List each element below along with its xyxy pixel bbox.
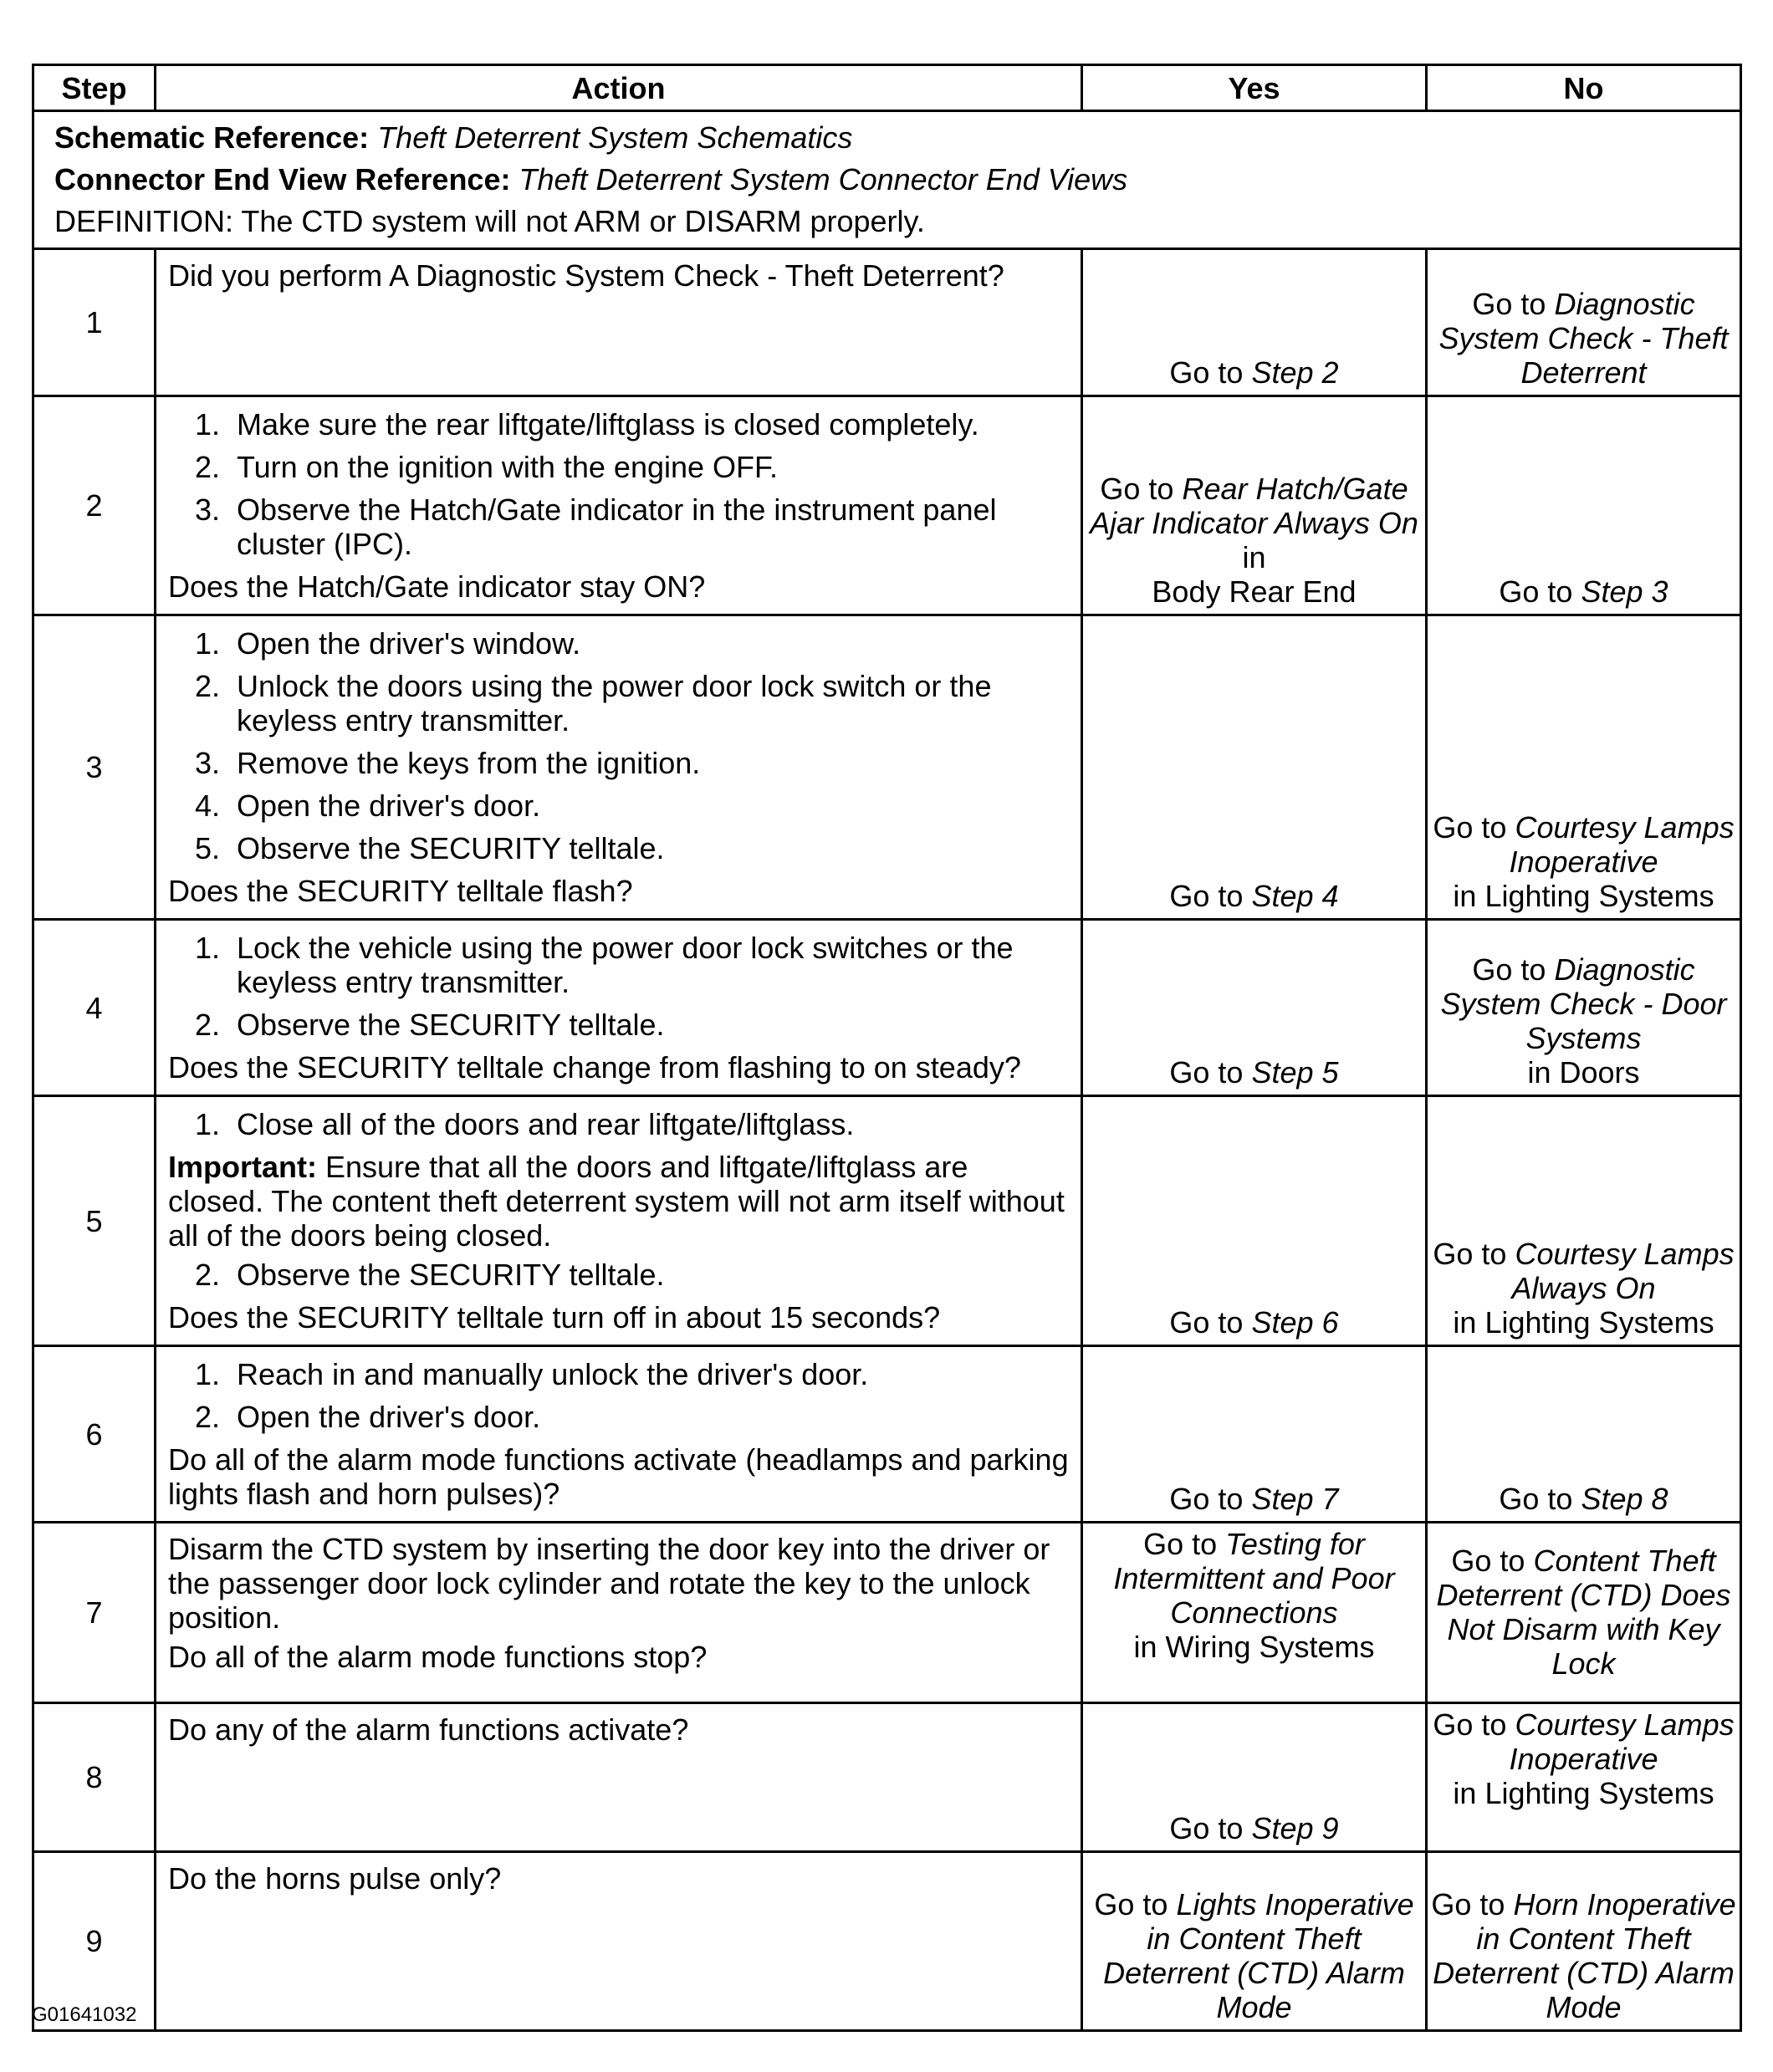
yes-section: Wiring Systems [1165,1630,1375,1664]
list-item: 4. Open the driver's door. [195,788,541,823]
action-question: Does the SECURITY telltale flash? [168,874,633,908]
no-cell: Go to Horn Inoperative in Content Theft Deterrent (CTD) Alarm Mode [1427,1852,1741,2031]
yes-cell: Go to Step 7 [1082,1346,1427,1523]
action-cell [156,615,1082,920]
step-number: 5 [33,1096,156,1346]
schematic-reference-link[interactable]: Theft Deterrent System Schematics [377,120,853,155]
action-cell [156,396,1082,615]
col-yes-header: Yes [1082,65,1427,111]
no-link[interactable]: Courtesy Lamps Inoperative [1509,1707,1735,1776]
no-section: Lighting Systems [1484,1305,1714,1340]
action-question: Does the SECURITY telltale turn off in about 15 seconds? [168,1300,941,1335]
table-row [33,1523,1741,1703]
action-cell [156,1523,1082,1703]
table-row [33,1852,1741,2031]
yes-cell: Go to Step 9 [1082,1703,1427,1852]
action-cell [156,1852,1082,2031]
no-link[interactable]: Courtesy Lamps Inoperative [1509,810,1735,879]
list-item: 2. Observe the SECURITY telltale. [195,1258,665,1292]
action-question: Do all of the alarm mode functions activate (headlamps and parking lights flash and horn pulses)? [168,1442,1069,1511]
action-cell [156,1703,1082,1852]
list-item: 1. Close all of the doors and rear liftgate/liftglass. [195,1107,855,1141]
list-item: 2. Unlock the doors using the power door lock switch or the keyless entry transmitter. [195,669,992,737]
yes-cell: Go to Step 5 [1082,920,1427,1096]
yes-link[interactable]: Step 5 [1251,1055,1339,1090]
action-cell [156,1096,1082,1346]
yes-link[interactable]: Step 9 [1251,1811,1339,1845]
no-section: Doors [1559,1055,1640,1090]
yes-cell: Go to Step 4 [1082,615,1427,920]
no-link[interactable]: Diagnostic System Check - Theft Deterrent [1438,287,1729,390]
action-list [168,407,1069,561]
no-link[interactable]: Step 3 [1581,574,1668,609]
list-item: 2. Observe the SECURITY telltale. [195,1008,665,1042]
step-number: 2 [33,396,156,615]
action-cell [156,1346,1082,1523]
connector-reference-link[interactable]: Theft Deterrent System Connector End Views [519,162,1128,196]
table-row [33,396,1741,615]
col-no-header: No [1427,65,1741,111]
table-header-row [33,65,1741,111]
no-cell: Go to Courtesy Lamps Always On in Lighting Systems [1427,1096,1741,1346]
figure-id: G01641032 [32,2003,137,2026]
yes-cell: Go to Testing for Intermittent and Poor Connections in Wiring Systems [1082,1523,1427,1703]
action-cell [156,249,1082,396]
yes-link[interactable]: Step 6 [1251,1305,1339,1340]
connector-reference-label: Connector End View Reference: [54,162,511,196]
list-item: 2. Turn on the ignition with the engine OFF. [195,450,779,484]
yes-link[interactable]: Testing for Intermittent and Poor Connections [1113,1527,1395,1630]
no-section: Lighting Systems [1484,1776,1714,1810]
action-question: Do all of the alarm mode functions stop? [168,1640,708,1674]
no-cell: Go to Step 8 [1427,1346,1741,1523]
reference-row [33,111,1741,249]
list-item: 1. Lock the vehicle using the power door lock switches or the keyless entry transmitter. [195,931,1014,999]
reference-cell [33,111,1741,249]
no-cell: Go to Step 3 [1427,396,1741,615]
yes-cell: Go to Lights Inoperative in Content Theft Deterrent (CTD) Alarm Mode [1082,1852,1427,2031]
yes-cell: Go to Step 6 [1082,1096,1427,1346]
list-item: 2. Open the driver's door. [195,1400,541,1434]
step-number: 6 [33,1346,156,1523]
action-list [168,1357,1069,1434]
action-question: Does the Hatch/Gate indicator stay ON? [168,569,706,604]
step-number: 9 [33,1852,156,2031]
yes-link[interactable]: Step 2 [1251,355,1339,390]
action-question: Does the SECURITY telltale change from flashing to on steady? [168,1050,1021,1084]
step-number: 3 [33,615,156,920]
table-row [33,1346,1741,1523]
step-number: 4 [33,920,156,1096]
no-cell: Go to Diagnostic System Check - Theft Deterrent [1427,249,1741,396]
list-item: 1. Make sure the rear liftgate/liftglass is closed completely. [195,407,979,441]
schematic-reference [54,117,1719,159]
step-number: 8 [33,1703,156,1852]
list-item: 3. Observe the Hatch/Gate indicator in the instrument panel cluster (IPC). [195,492,997,561]
action-question: Do any of the alarm functions activate? [168,1712,689,1747]
action-cell [156,920,1082,1096]
list-item: 5. Observe the SECURITY telltale. [195,831,665,865]
action-list [168,931,1069,1042]
yes-link[interactable]: Lights Inoperative in Content Theft Deterrent (CTD) Alarm Mode [1103,1887,1414,2024]
col-action-header: Action [156,65,1082,111]
no-link[interactable]: Courtesy Lamps Always On [1511,1237,1735,1305]
action-text: Disarm the CTD system by inserting the door key into the driver or the passenger door lock cylinder and rotate the key to the unlock position. [168,1532,1050,1635]
no-link[interactable]: Diagnostic System Check - Door Systems [1440,952,1727,1055]
action-list [168,626,1069,865]
yes-link[interactable]: Step 7 [1251,1482,1339,1516]
action-question: Do the horns pulse only? [168,1861,502,1896]
step-number: 7 [33,1523,156,1703]
definition-text: DEFINITION: The CTD system will not ARM or DISARM properly. [54,204,925,238]
table-row [33,1096,1741,1346]
no-link[interactable]: Step 8 [1581,1482,1668,1516]
table-row [33,1703,1741,1852]
no-cell: Go to Diagnostic System Check - Door Systems in Doors [1427,920,1741,1096]
yes-link[interactable]: Step 4 [1251,879,1339,913]
yes-cell: Go to Rear Hatch/Gate Ajar Indicator Always On in Body Rear End [1082,396,1427,615]
action-list [168,1258,1069,1292]
action-list [168,1107,1069,1141]
table-row [33,249,1741,396]
diagnostic-table [32,64,1742,2032]
important-note: Important: Ensure that all the doors and liftgate/liftglass are closed. The content theft deterrent system will not arm itself without all of the doors being closed. [168,1150,1065,1253]
col-step-header: Step [33,65,156,111]
no-cell: Go to Courtesy Lamps Inoperative in Lighting Systems [1427,1703,1741,1852]
connector-reference [54,159,1719,201]
list-item: 1. Reach in and manually unlock the driver's door. [195,1357,869,1391]
step-number: 1 [33,249,156,396]
table-row [33,920,1741,1096]
no-cell: Go to Content Theft Deterrent (CTD) Does Not Disarm with Key Lock [1427,1523,1741,1703]
yes-section: Body Rear End [1152,574,1357,609]
list-item: 3. Remove the keys from the ignition. [195,746,701,780]
yes-link[interactable]: Rear Hatch/Gate Ajar Indicator Always On [1090,472,1418,540]
no-cell: Go to Courtesy Lamps Inoperative in Lighting Systems [1427,615,1741,920]
diagnostic-table-container [32,64,1740,2032]
action-question: Did you perform A Diagnostic System Check - Theft Deterrent? [168,258,1004,293]
no-link[interactable]: Horn Inoperative in Content Theft Deterrent (CTD) Alarm Mode [1433,1887,1736,2024]
schematic-reference-label: Schematic Reference: [54,120,370,155]
list-item: 1. Open the driver's window. [195,626,581,661]
no-link[interactable]: Content Theft Deterrent (CTD) Does Not Disarm with Key Lock [1436,1543,1731,1681]
no-section: Lighting Systems [1484,879,1714,913]
yes-cell: Go to Step 2 [1082,249,1427,396]
table-row [33,615,1741,920]
